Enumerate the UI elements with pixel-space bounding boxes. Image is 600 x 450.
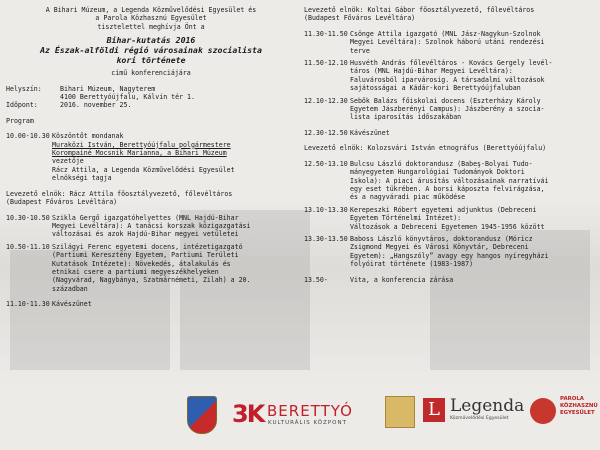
program-item-break: 11.10-11.30 Kávészünet [6, 300, 92, 309]
program-item: 11.50-12.10 Husvéth András főlevéltáros - Kovács Gergely levél- táros (MNL Hajdú-Bihar Megyei Levéltára): Faluvárosból iparvárosig. A társadalmi változások sajátosságai a Kádár-kori Berettyóújfaluban [304, 59, 553, 93]
venue-block: Helyszín: Bihari Múzeum, Nagyterem 4100 Berettyóújfalu, Kálvin tér 1. Időpont: 2016. november 25. [6, 84, 195, 110]
legenda-logo: L Legenda Közművelődési Egyesület [423, 398, 445, 422]
session-chair: Levezető elnök: Rácz Attila főosztályvezető, főlevéltáros (Budapest Főváros Levéltára) [6, 189, 233, 207]
session-chair: Levezető elnök: Kolozsvári István etnográfus (Berettyóújfalu) [304, 144, 547, 153]
session-chair: Levezető elnök: Koltai Gábor főosztályvezető, főlevéltáros (Budapest Főváros Levéltára) [304, 6, 535, 23]
program-item: 13.30-13.50 Baboss László könyvtáros, doktorandusz (Móricz Zsigmond Megyei és Városi Könyvtár, Debreceni Egyetem): „Hangszóly” avagy egy hangos nyíregyházi folyóirat története (1983-1987) [304, 234, 549, 269]
program-item: 10.00-10.30 Köszöntőt mondanak Muraközi István, Berettyóújfalu polgármestere Korompainé Mocsnik Marianna, a Bihari Múzeum vezetője Rácz Attila, a Legenda Közművelődési Egyesület elnökségi tagja [6, 132, 235, 183]
program-item: 10.30-10.50 Szikla Gergő igazgatóhelyettes (MNL Hajdú-Bihar Megyei Levéltára): A tanácsi korszak közigazgatási változásai és azok Hajdú-Bihar megyei vetületei [6, 213, 251, 239]
right-column [304, 6, 596, 284]
coat-of-arms-icon [187, 396, 217, 434]
sponsor-logos: 3K BERETTYÓ KULTURÁLIS KÖZPONT L Legenda Közművelődési Egyesület PAROLA KÖZHASZNÚ EGYESÜLET [0, 388, 600, 450]
program-item: 11.30-11.50 Csönge Attila igazgató (MNL Jász-Nagykun-Szolnok Megyei Levéltára): Szolnok háború utáni rendezési terve [304, 29, 545, 55]
museum-stamp-icon [385, 396, 415, 428]
program-item: 10.50-11.10 Szilágyi Ferenc egyetemi docens, intézetigazgató (Partiumi Keresztény Egyetem, Partiumi Területi Kutatások Intézete): Növekedés, átalakulás és etnikai csere a partiumi megyeszékhelyeken (Nagyvárad, Nagybánya, Szatmárnémeti, Zilah) a 20. században [6, 242, 251, 293]
berettyo-logo: 3K BERETTYÓ KULTURÁLIS KÖZPONT [232, 400, 353, 428]
program-item: 12.10-12.30 Sebők Balázs főiskolai docens (Eszterházy Károly Egyetem Jászberényi Campus): Jászberény a szocia- lista iparosítás időszakában [304, 96, 545, 122]
program-item: 12.50-13.10 Bulcsu László doktorandusz (Babeş-Bolyai Tudo- mányegyetem Hungarológiai Tudományok Doktori Iskola): A piaci árusítás változásainak narratívái egy eset tükrében. A borsi káposzta felvirágzása, és a nagyváradi piac működése [304, 159, 549, 202]
program-item: 13.10-13.30 Kerepeszki Róbert egyetemi adjunktus (Debreceni Egyetem Történelmi Intézet): Változások a Debreceni Egyetemen 1945-1956 között [304, 205, 545, 231]
legenda-mark-icon: L [423, 398, 445, 422]
program-heading: Program [6, 116, 34, 125]
left-column [6, 6, 296, 309]
program-item: 13.50- Vita, a konferencia zárása [304, 275, 454, 284]
program-item-break: 12.30-12.50 Kávészünet [304, 128, 390, 137]
bk-logo-icon: 3K [232, 400, 264, 428]
guitar-icon [530, 398, 556, 424]
subtitle: című konferenciájára [111, 69, 191, 78]
conference-title: Bihar-kutatás 2016 Az Észak-alföldi régió városainak szocialista kori története [40, 35, 262, 66]
intro-text: A Bihari Múzeum, a Legenda Közművelődési Egyesület és a Parola Közhasznú Egyesület tisztelettel meghívja Önt a [45, 6, 257, 31]
